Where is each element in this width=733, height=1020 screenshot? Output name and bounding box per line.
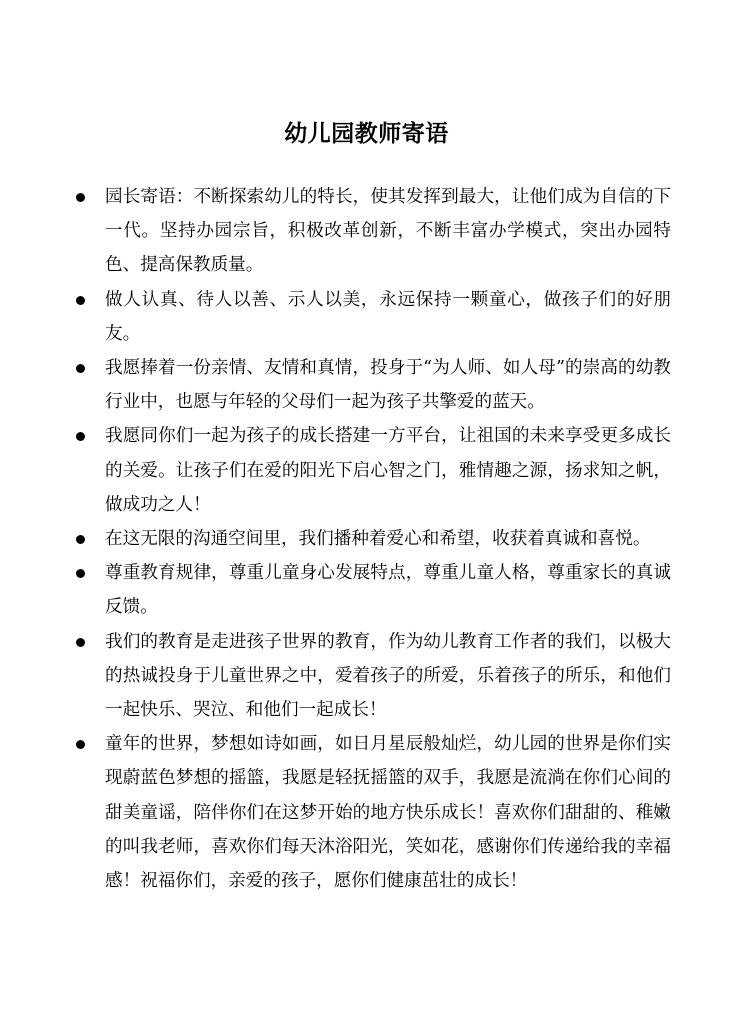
list-item-text: 我愿捧着一份亲情、友情和真情，投身于“为人师、如人母”的崇高的幼教行业中，也愿与年轻的父母们一起为孩子共擎爱的蓝天。: [105, 358, 671, 413]
list-item: [0, 419, 733, 522]
bullet-icon: [76, 740, 85, 749]
document-title: 幼儿园教师寄语: [284, 121, 449, 147]
list-item: [0, 727, 733, 898]
list-item-text: 园长寄语：不断探索幼儿的特长，使其发挥到最大，让他们成为自信的下一代。坚持办园宗旨，积极改革创新，不断丰富办学模式，突出办园特色、提高保教质量。: [105, 187, 671, 276]
bullet-list: [0, 180, 733, 898]
bullet-icon: [76, 296, 85, 305]
list-item: [0, 625, 733, 728]
bullet-icon: [76, 638, 85, 647]
list-item-text: 做人认真、待人以善、示人以美，永远保持一颗童心，做孩子们的好朋友。: [105, 289, 671, 344]
bullet-icon: [76, 535, 85, 544]
bullet-icon: [76, 569, 85, 578]
bullet-icon: [76, 193, 85, 202]
list-item-text: 童年的世界，梦想如诗如画，如日月星辰般灿烂，幼儿园的世界是你们实现蔚蓝色梦想的摇篮，我愿是轻抚摇篮的双手，我愿是流淌在你们心间的甜美童谣，陪伴你们在这梦开始的地方快乐成长！喜欢你们甜甜的、稚嫩的叫我老师，喜欢你们每天沐浴阳光，笑如花，感谢你们传递给我的幸福感！祝福你们，亲爱的孩子，愿你们健康茁壮的成长！: [105, 734, 671, 892]
list-item: [0, 522, 733, 556]
list-item-text: 在这无限的沟通空间里，我们播种着爱心和希望，收获着真诚和喜悦。: [105, 529, 651, 550]
list-item: [0, 180, 733, 283]
bullet-icon: [76, 432, 85, 441]
list-item: [0, 351, 733, 419]
list-item-text: 我愿同你们一起为孩子的成长搭建一方平台，让祖国的未来享受更多成长的关爱。让孩子们在爱的阳光下启心智之门，雅情趣之源，扬求知之帆，做成功之人！: [105, 426, 671, 515]
bullet-icon: [76, 364, 85, 373]
list-item-text: 尊重教育规律，尊重儿童身心发展特点，尊重儿童人格，尊重家长的真诚反馈。: [105, 563, 671, 618]
list-item: [0, 283, 733, 351]
list-item-text: 我们的教育是走进孩子世界的教育，作为幼儿教育工作者的我们，以极大的热诚投身于儿童世界之中，爱着孩子的所爱，乐着孩子的所乐，和他们一起快乐、哭泣、和他们一起成长！: [105, 631, 671, 721]
list-item: [0, 556, 733, 624]
